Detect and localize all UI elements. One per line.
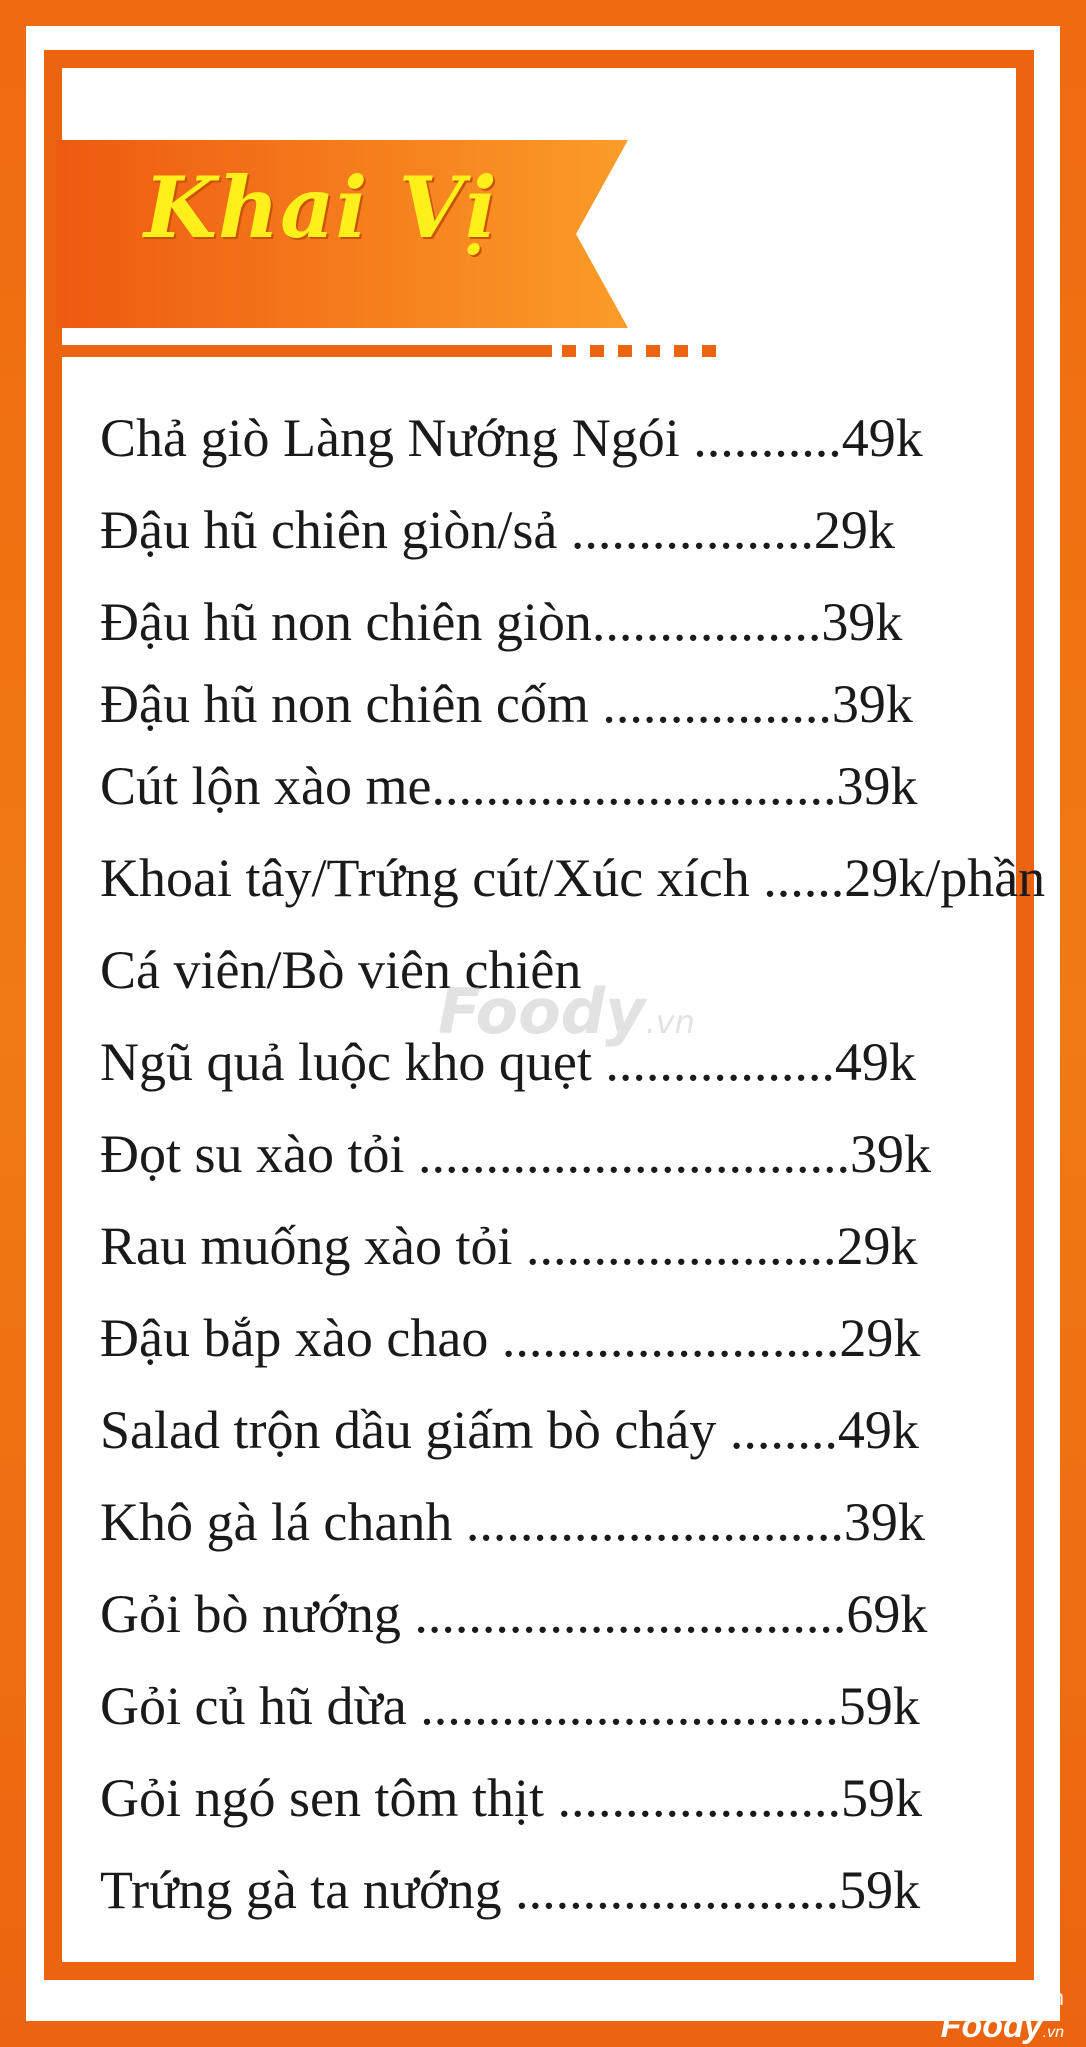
menu-item: Đọt su xào tỏi ................................39k: [100, 1124, 931, 1184]
menu-item: Gỏi ngó sen tôm thịt .....................59k: [100, 1768, 922, 1828]
menu-item: Cá viên/Bò viên chiên: [100, 940, 582, 1000]
footer-watermark: [941, 1987, 1064, 2043]
menu-item: Khô gà lá chanh ............................39k: [100, 1492, 925, 1552]
menu-item: Ngũ quả luộc kho quẹt .................49k: [100, 1032, 916, 1092]
dash: [562, 345, 576, 357]
menu-item: Gỏi bò nướng ................................69k: [100, 1584, 928, 1644]
title-dashed-underline: [562, 345, 716, 357]
foody-watermark: [438, 975, 695, 1048]
watermark-suffix: .vn: [645, 1003, 695, 1041]
watermark-brand: Foody: [438, 975, 646, 1048]
dash: [646, 345, 660, 357]
menu-item: Đậu hũ non chiên cốm .................39k: [100, 674, 913, 734]
section-title: Khai Vị: [144, 158, 498, 257]
menu-item: Rau muống xào tỏi .......................29k: [100, 1216, 918, 1276]
menu-item: Trứng gà ta nướng ........................59k: [100, 1860, 921, 1920]
menu-item: Khoai tây/Trứng cút/Xúc xích ......29k/phần: [100, 848, 1046, 908]
footer-brand: [941, 2007, 1064, 2045]
dash: [618, 345, 632, 357]
footer-brand-name: Foody: [940, 2007, 1043, 2045]
dash: [590, 345, 604, 357]
menu-item: Salad trộn dầu giấm bò cháy ........49k: [100, 1400, 919, 1460]
menu-list: [100, 392, 1046, 1936]
menu-item: Đậu hũ chiên giòn/sả ..................29k: [100, 500, 895, 560]
menu-item: Cút lộn xào me..............................39k: [100, 756, 918, 816]
title-underline: [62, 345, 552, 357]
dash: [674, 345, 688, 357]
branch-name: Tan Kim: [984, 1985, 1064, 2010]
section-banner: [56, 140, 636, 328]
menu-item: Chả giò Làng Nướng Ngói ...........49k: [100, 408, 923, 468]
menu-item: Đậu bắp xào chao .........................29k: [100, 1308, 921, 1368]
menu-item: Đậu hũ non chiên giòn.................39k: [100, 592, 903, 652]
dash: [702, 345, 716, 357]
menu-item: Gỏi củ hũ dừa ...............................59k: [100, 1676, 920, 1736]
footer-brand-suffix: .vn: [1042, 2024, 1064, 2041]
